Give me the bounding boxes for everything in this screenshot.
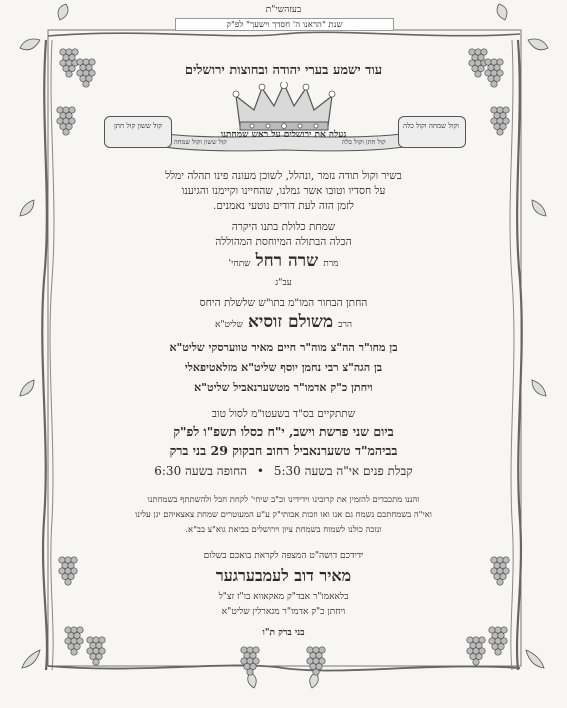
- intro-line1: בשיר וקול תודה נזמר ,ונהלל, לשוכן מעונה פינו תהלה ימלל: [165, 170, 402, 182]
- plaque-right-text: וקול שמחה וקול כלה: [403, 122, 459, 130]
- signature-city: בני ברק ת"ו: [262, 628, 305, 638]
- kallah-heading2: הכלה הבתולה המיוחסת המהוללה: [215, 236, 352, 248]
- signature-line1: בלאאמו"ר אבד"ק מאקאווא בו"ז זצ"ל: [218, 592, 349, 602]
- kallah-suffix: שתחי': [228, 259, 251, 269]
- chatan-suffix: שליט"א: [214, 320, 243, 330]
- chatan-name-line: [0, 312, 567, 332]
- year-line: שנת "הראנו ה' חסדך וישעך" לפ"ק: [175, 18, 394, 31]
- intro-line3: לזמן הזה לעת דודים נוטעי נאמנים.: [213, 200, 354, 212]
- arch-text: עוד ישמע בערי יהודה ובחוצות ירושלים: [184, 63, 383, 78]
- ribbon-text: נעלה את ירושלים על ראש שמחתנו: [220, 130, 347, 140]
- kabbalat-panim: קבלת פנים אי"ה בשעה 5:30: [273, 464, 413, 478]
- chatan-heading: החתן הבחור המו"מ בתו"ש שלשלת היחס: [199, 297, 368, 309]
- invitation-line3: ונזכה כולנו לשמוח בשמחת ציון וירושלים בביאת גוא"צ בב"א.: [185, 524, 382, 534]
- chatan-line-3: ויחתן כ"ק אדמו"ר מטשערנאביל שליט"א: [194, 381, 373, 394]
- kallah-heading1: שמחת כלולת בתנו היקרה: [231, 221, 336, 233]
- chatan-name: משולם זוסיא: [247, 312, 334, 332]
- signature-intro: ידידכם דושה"ט המצפה לקראת בואכם בשלום: [203, 551, 364, 561]
- plaque-left-text: קול ששון קול חתן: [114, 122, 162, 130]
- kallah-ab: עב"ג: [275, 278, 292, 288]
- intro-line2: על חסדיו וטובו אשר גמלנו, שהחיינו וקיימנו והגיענו: [181, 185, 386, 197]
- invitation-line2: ואי"ה בשמחתכם נשמח גם אנו ואו וזכות אבותי"ק ע"ע המעוטרים שמחת צאצאיהם יגן עלינו: [135, 509, 432, 519]
- chatan-line-1: בן מחו"ר הה"צ מוה"ר חיים מאיר טווערסקי שליט"א: [169, 341, 398, 354]
- ribbon-right-text: קול חתן וקול כלה: [342, 138, 386, 146]
- kallah-name: שרה רחל: [255, 251, 319, 271]
- event-times: [0, 464, 567, 479]
- chatan-line-2: בן הגה"צ רבי נחמן יוסף שליט"א מזלאטיפאלי: [184, 361, 383, 374]
- invitation-line1: והננו מתכבדים להזמין את קרובינו וידידינו וכ"ב שיחי' לקחת חבל ולהשתתף בשמחתנו: [147, 494, 420, 504]
- kallah-name-line: [0, 251, 567, 271]
- event-place: בביהמ"ד טשערנאביל רחוב חבקוק 29 בני ברק: [169, 443, 398, 458]
- event-intro: שתתקיים בס"ד בשעטו"מ לסול טוב: [211, 408, 356, 420]
- bullet-icon: •: [256, 464, 264, 478]
- bsd-text: בעזהשי"ת: [265, 5, 302, 15]
- chatan-prefix: הרב: [338, 320, 353, 330]
- ribbon-left-text: קול ששון וקול שמחה: [174, 138, 227, 146]
- kallah-prefix: מרת: [323, 259, 339, 269]
- event-date: ביום שני פרשת וישב, י"ח כסלו תשפ"ו לפ"ק: [173, 424, 394, 439]
- chuppah-time: החופה בשעה 6:30: [154, 464, 248, 478]
- signature-line2: ויחתן כ"ק אדמו"ר מגארלין שליט"א: [221, 607, 346, 617]
- signature-name: מאיר דוב לעמבערגער: [215, 566, 352, 585]
